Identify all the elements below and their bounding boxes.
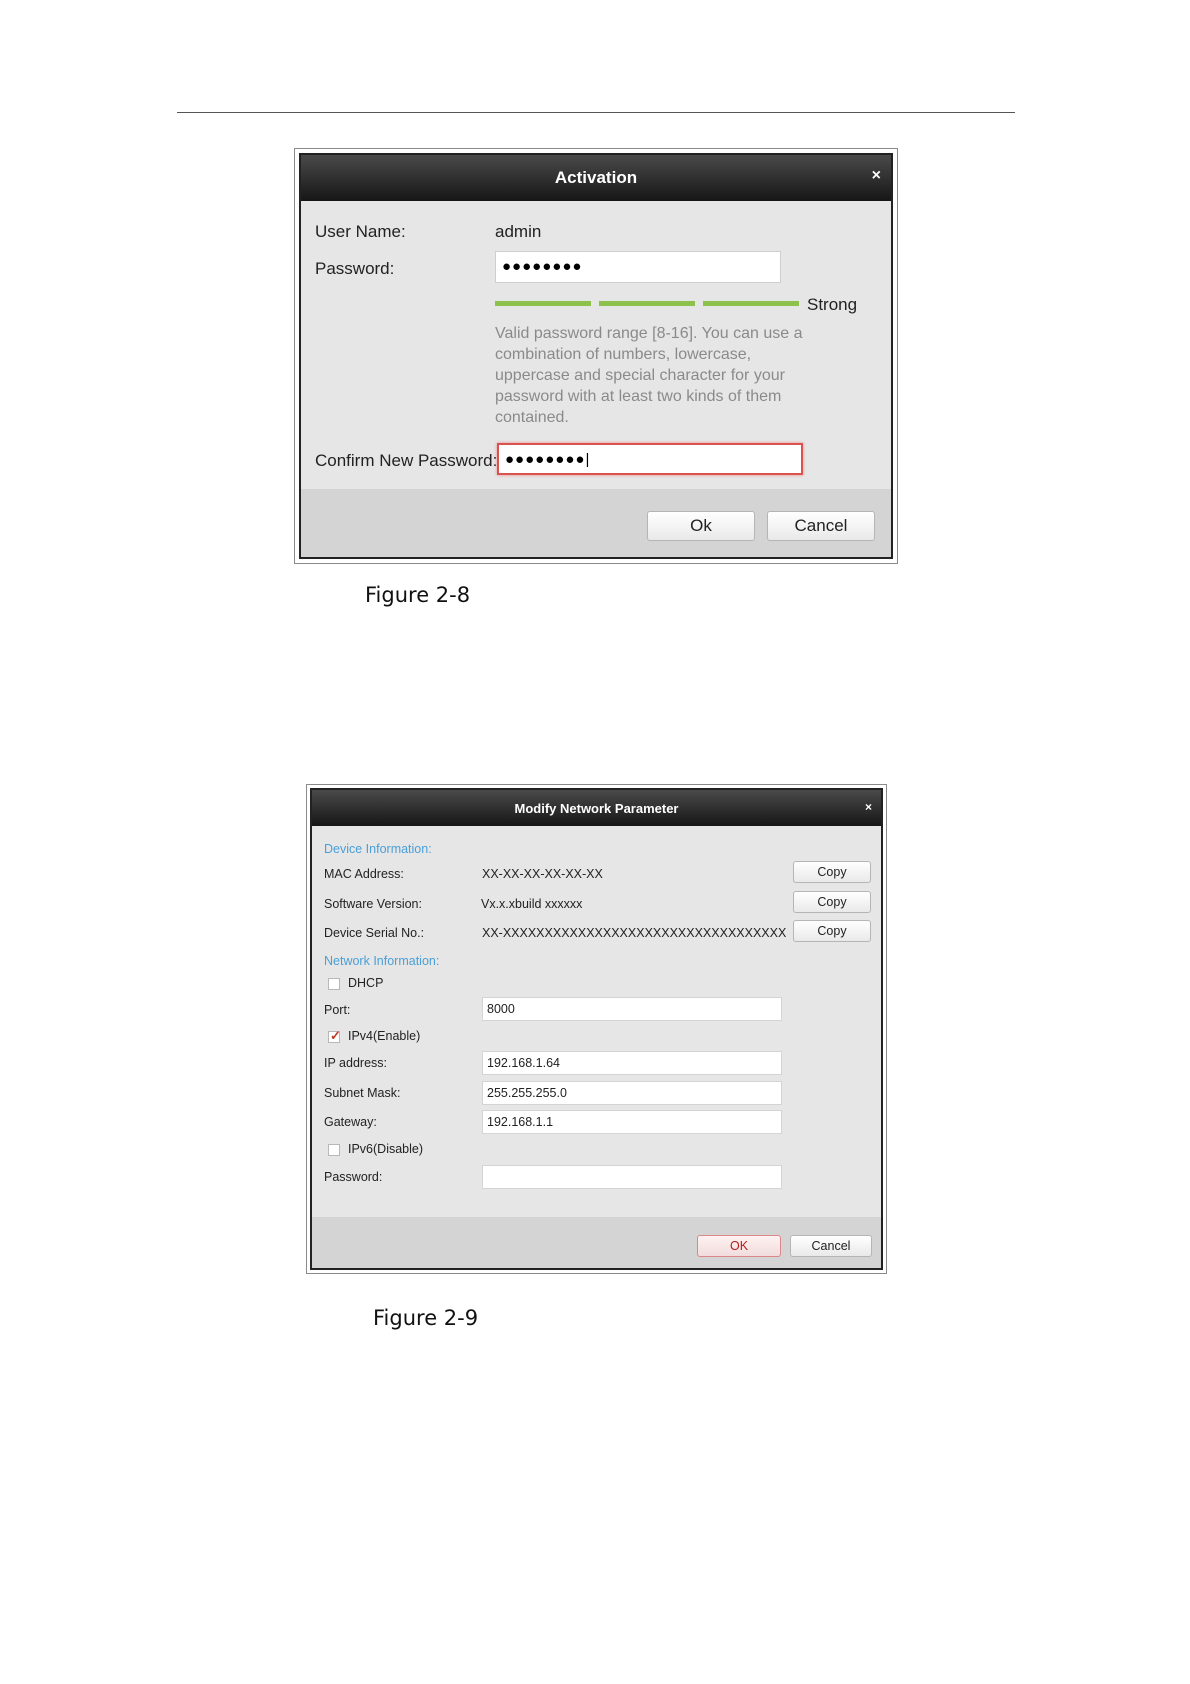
ipv6-checkbox[interactable] <box>328 1144 340 1156</box>
device-info-heading: Device Information: <box>324 842 432 856</box>
dhcp-checkbox[interactable] <box>328 978 340 990</box>
strength-bar-2 <box>599 301 695 306</box>
serial-label: Device Serial No.: <box>324 926 425 940</box>
password-label: Password: <box>324 1170 383 1184</box>
copy-mac-button[interactable]: Copy <box>793 861 871 883</box>
ok-button[interactable]: Ok <box>647 511 755 541</box>
activation-titlebar <box>301 155 891 201</box>
strength-bar-1 <box>495 301 591 306</box>
dhcp-label: DHCP <box>348 976 384 990</box>
cancel-button[interactable]: Cancel <box>767 511 875 541</box>
figure-2-8-frame <box>294 148 898 564</box>
confirm-password-label: Confirm New Password: <box>315 451 498 470</box>
close-icon[interactable]: × <box>864 800 872 814</box>
gateway-input[interactable]: 192.168.1.1 <box>482 1110 782 1134</box>
activation-footer <box>301 489 891 559</box>
strength-label: Strong <box>807 295 858 314</box>
network-info-heading: Network Information: <box>324 954 440 968</box>
figure-caption-2-8: Figure 2-8 <box>365 583 471 607</box>
port-label: Port: <box>324 1003 351 1017</box>
network-title: Modify Network Parameter <box>514 801 679 816</box>
strength-bar-3 <box>703 301 799 306</box>
activation-dialog <box>299 153 893 559</box>
serial-value: XX-XXXXXXXXXXXXXXXXXXXXXXXXXXXXXXXXXX <box>482 926 787 940</box>
figure-2-9-frame <box>306 784 887 1274</box>
username-value: admin <box>495 222 542 241</box>
network-footer <box>312 1217 881 1270</box>
activation-title: Activation <box>554 168 638 187</box>
copy-serial-button[interactable]: Copy <box>793 920 871 942</box>
cancel-button[interactable]: Cancel <box>790 1235 872 1257</box>
figure-caption-2-9: Figure 2-9 <box>373 1306 479 1330</box>
password-hint: Valid password range [8-16]. You can use a combination of numbers, lowercase, uppercase and special character for your password with at least two kinds of them contained. <box>495 325 803 426</box>
ipv4-label: IPv4(Enable) <box>348 1029 421 1043</box>
close-icon[interactable]: × <box>871 167 881 184</box>
username-label: User Name: <box>315 222 406 241</box>
password-label: Password: <box>315 259 395 278</box>
mac-value: XX-XX-XX-XX-XX-XX <box>482 867 603 881</box>
network-titlebar <box>312 790 881 826</box>
confirm-password-input[interactable]: ●●●●●●●●| <box>497 443 803 475</box>
ip-address-input[interactable]: 192.168.1.64 <box>482 1051 782 1075</box>
ipv4-checkbox[interactable] <box>328 1028 341 1043</box>
copy-software-version-button[interactable]: Copy <box>793 891 871 913</box>
checkmark-icon: ✓ <box>330 1028 341 1043</box>
software-version-label: Software Version: <box>324 897 422 911</box>
network-dialog <box>310 788 883 1270</box>
software-version-value: Vx.x.xbuild xxxxxx <box>481 897 583 911</box>
ipv6-label: IPv6(Disable) <box>348 1142 424 1156</box>
ip-address-label: IP address: <box>324 1056 388 1070</box>
password-input[interactable] <box>482 1165 782 1189</box>
mac-label: MAC Address: <box>324 867 404 881</box>
port-input[interactable]: 8000 <box>482 997 782 1021</box>
ok-button[interactable]: OK <box>697 1235 781 1257</box>
subnet-mask-label: Subnet Mask: <box>324 1086 401 1100</box>
page-header-rule <box>177 112 1015 113</box>
gateway-label: Gateway: <box>324 1115 377 1129</box>
password-input[interactable]: ●●●●●●●● <box>495 251 781 283</box>
subnet-mask-input[interactable]: 255.255.255.0 <box>482 1081 782 1105</box>
